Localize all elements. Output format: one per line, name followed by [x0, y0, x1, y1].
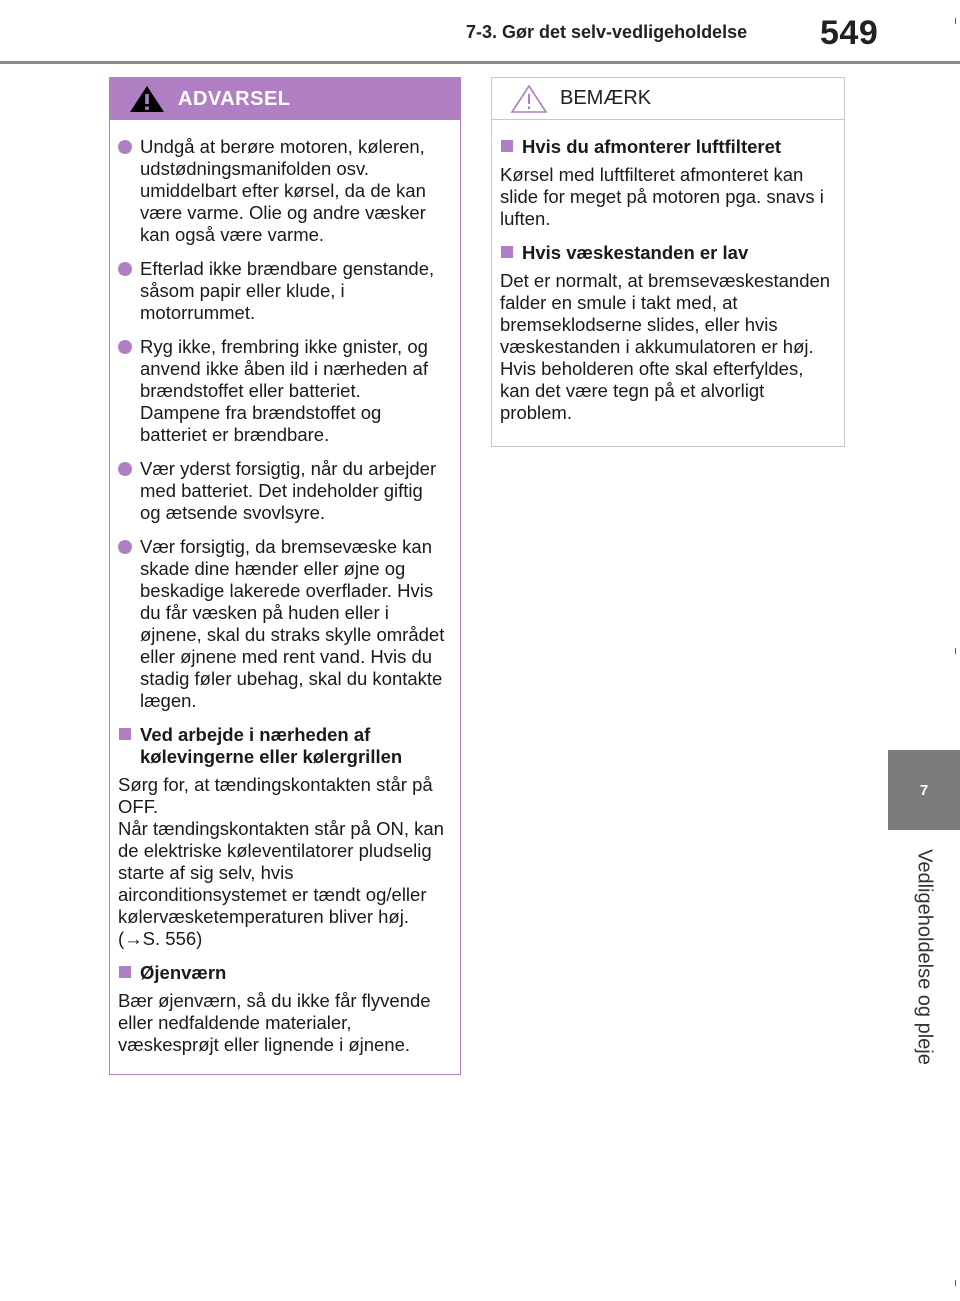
section-heading — [118, 962, 446, 984]
section-heading — [500, 136, 832, 158]
notice-title: BEMÆRK — [560, 87, 652, 109]
warning-header — [110, 78, 460, 120]
warning-bullet — [118, 336, 446, 446]
paragraph: Hvis beholderen ofte skal efterfyldes, kan det være tegn på et alvorligt problem. — [500, 358, 804, 423]
page-reference[interactable]: (→S. 556) — [118, 928, 203, 949]
warning-bullet — [118, 458, 446, 524]
bullet-dot-icon — [118, 540, 132, 554]
section-heading-text: Øjenværn — [140, 962, 227, 983]
bullet-dot-icon — [118, 140, 132, 154]
bullet-dot-icon — [118, 340, 132, 354]
bullet-dot-icon — [118, 462, 132, 476]
notice-body — [492, 120, 844, 424]
bullet-dot-icon — [118, 262, 132, 276]
paragraph: Når tændingskontakten står på ON, kan de elektriske køleventilatorer pludselig starte af sig selv, hvis airconditionsystemet er tændt og/eller kølervæsketemperaturen bliver høj. — [118, 818, 444, 927]
section-heading-text: Ved arbejde i nærheden af kølevingerne eller kølergrillen — [140, 724, 403, 767]
chapter-tab[interactable] — [888, 750, 960, 830]
warning-bullet-text: Undgå at berøre motoren, køleren, udstødningsmanifolden osv. umiddelbart efter kørsel, da de kan være varme. Olie og andre væsker kan også være varme. — [140, 136, 426, 245]
margin-tick — [955, 1280, 956, 1286]
chapter-side-title: Vedligeholdelse og pleje — [913, 849, 936, 1065]
square-bullet-icon — [119, 966, 131, 978]
warning-bullet-text: Ryg ikke, frembring ikke gnister, og anvend ikke åben ild i nærheden af brændstoffet eller batteriet. Dampene fra brændstoffet og batteriet er brændbare. — [140, 336, 428, 445]
page-number: 549 — [820, 14, 879, 52]
warning-body — [110, 120, 460, 1056]
square-bullet-icon — [501, 246, 513, 258]
section-heading — [500, 242, 832, 264]
header-title: 7-3. Gør det selv-vedligeholdelse — [466, 22, 748, 42]
warning-triangle-outline-icon — [510, 84, 548, 114]
warning-bullet — [118, 258, 446, 324]
warning-bullet-text: Efterlad ikke brændbare genstande, såsom papir eller klude, i motorrummet. — [140, 258, 435, 323]
margin-tick — [955, 18, 956, 24]
notice-header — [492, 78, 844, 120]
warning-bullet — [118, 536, 446, 712]
warning-bullet-text: Vær yderst forsigtig, når du arbejder med batteriet. Det indeholder giftig og ætsende svovlsyre. — [140, 458, 437, 523]
paragraph: Bær øjenværn, så du ikke får flyvende eller nedfaldende materialer, væskesprøjt eller lignende i øjnene. — [118, 990, 431, 1055]
warning-bullet-text: Vær forsigtig, da bremsevæske kan skade dine hænder eller øjne og beskadige lakerede overflader. Hvis du får væsken på huden eller i øjnene, skal du straks skylle området eller øjnene med rent vand. Hvis du stadig føler ubehag, skal du kontakte lægen. — [140, 536, 445, 711]
chapter-number: 7 — [919, 781, 929, 799]
margin-tick — [955, 648, 956, 654]
warning-bullet — [118, 136, 446, 246]
section-heading — [118, 724, 446, 768]
warning-title: ADVARSEL — [178, 87, 291, 110]
paragraph: Det er normalt, at bremsevæskestanden falder en smule i takt med, at bremseklodserne slides, eller hvis væskestanden i akkumulatoren er høj. — [500, 270, 831, 357]
notice-box — [491, 77, 845, 447]
section-heading-text: Hvis du afmonterer luftfilteret — [522, 136, 782, 157]
square-bullet-icon — [501, 140, 513, 152]
paragraph: Sørg for, at tændingskontakten står på OFF. — [118, 774, 433, 817]
header-rule — [0, 61, 960, 64]
warning-triangle-filled-icon — [128, 84, 166, 114]
paragraph: Kørsel med luftfilteret afmonteret kan slide for meget på motoren pga. snavs i luften. — [500, 164, 824, 229]
section-heading-text: Hvis væskestanden er lav — [522, 242, 749, 263]
warning-box — [109, 77, 461, 1075]
square-bullet-icon — [119, 728, 131, 740]
